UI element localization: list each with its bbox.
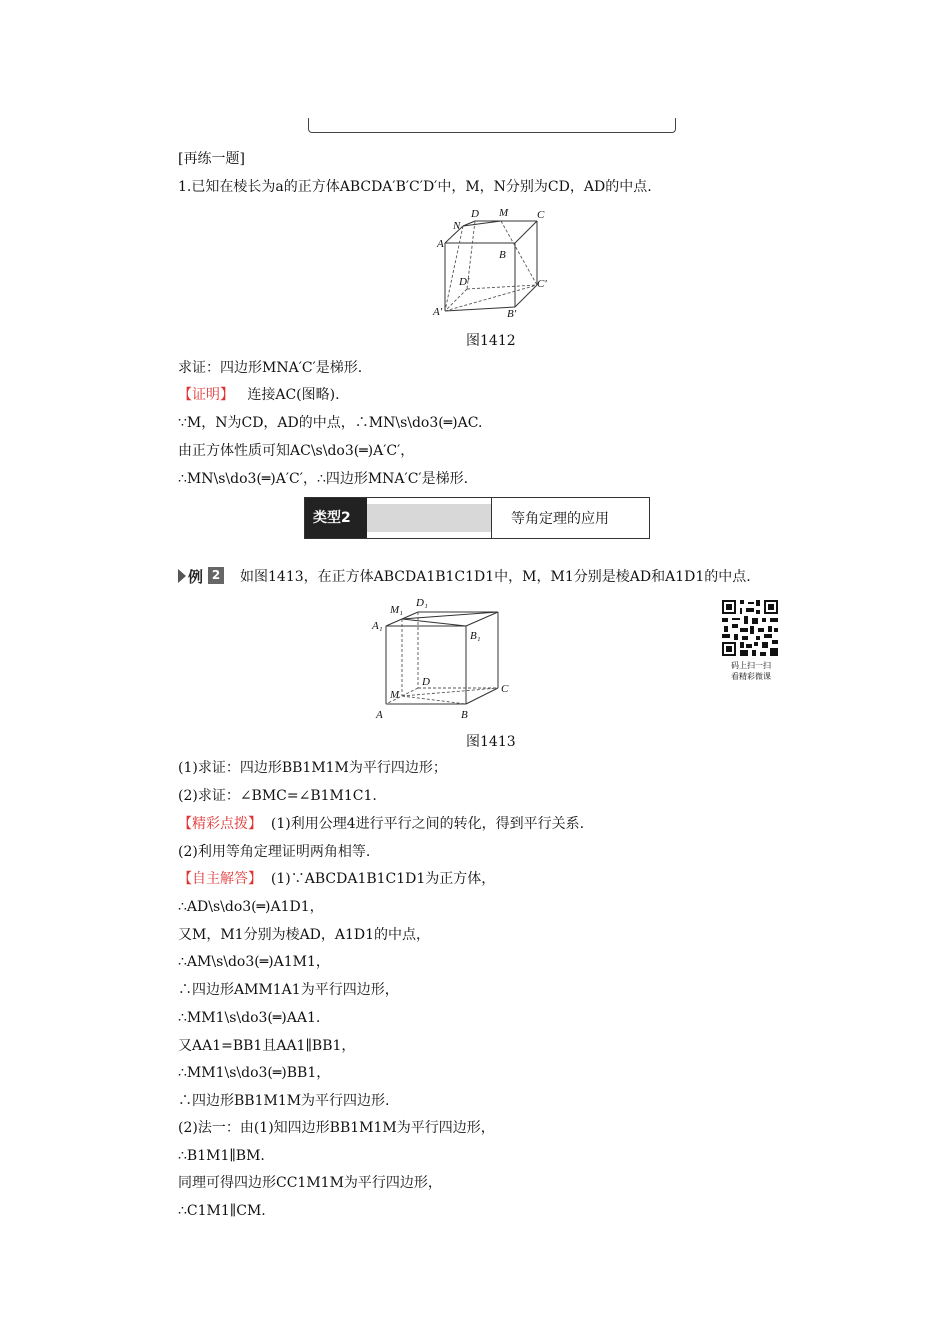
problem-1-prove: 求证：四边形MNA′C′是梯形. [178,360,363,376]
hint-line [178,814,584,834]
solution-line-7: ∴MM1\s\do3(═)BB1， [178,1065,331,1081]
question-1: (1)求证：四边形BB1M1M为平行四边形； [178,760,447,776]
solution-line-10: ∴B1M1∥BM. [178,1148,265,1164]
triangle-icon [178,569,186,583]
fig2-label-M: M [390,689,400,701]
fig2-label-A1: A₁ [372,620,383,632]
solution-first: (1)∵ABCDA1B1C1D1为正方体， [270,871,496,887]
proof-line [178,385,340,405]
fig2-label-A: A [376,709,383,721]
figure-1412 [425,203,560,321]
fig1-label-Cp: C′ [537,278,547,290]
proof-first: 连接AC(图略). [247,387,340,403]
type-2-header [304,497,650,539]
example-text: 如图1413，在正方体ABCDA1B1C1D1中，M，M1分别是棱AD和A1D1的中点. [240,569,751,585]
solution-line-12: ∴C1M1∥CM. [178,1203,266,1219]
box-bottom-border [308,118,676,133]
fig1-label-B: B [499,249,506,261]
question-2: (2)求证：∠BMC=∠B1M1C1. [178,788,377,804]
fig2-label-D1: D₁ [416,597,428,609]
solution-line-11: 同理可得四边形CC1M1M为平行四边形， [178,1175,442,1191]
fig2-label-C: C [501,683,509,695]
solution-line-3: ∴AM\s\do3(═)A1M1， [178,954,330,970]
example-number: 2 [208,567,224,584]
hint-tag: 【精彩点拨】 [178,816,262,832]
fig1-label-C: C [537,209,545,221]
fig2-label-D: D [422,676,430,688]
solution-line [178,869,495,889]
qr-caption [716,660,786,682]
solution-line-8: ∴四边形BB1M1M为平行四边形. [178,1093,390,1109]
problem-1-question: 1.已知在棱长为a的正方体ABCDA′B′C′D′中，M，N分别为CD，AD的中点. [178,179,652,195]
fig1-label-Ap: A′ [433,306,443,318]
solution-line-4: ∴四边形AMM1A1为平行四边形， [178,982,399,998]
figure-1412-caption: 图1412 [466,333,516,349]
fig2-label-B: B [461,709,468,721]
fig1-label-Dp: D′ [459,276,470,288]
figure-1413-caption: 图1413 [466,734,516,750]
hint-2: (2)利用等角定理证明两角相等. [178,844,371,860]
proof-line-2: 由正方体性质可知AC\s\do3(═)A′C′， [178,443,415,459]
hint-1: (1)利用公理4进行平行之间的转化，得到平行关系. [270,816,585,832]
proof-tag: 【证明】 [178,387,234,403]
figure-1413 [370,594,520,726]
fig1-label-Bp: B′ [507,308,517,320]
type-label-shade [367,504,491,532]
solution-tag: 【自主解答】 [178,871,262,887]
retry-label: [再练一题] [178,151,245,167]
fig2-label-M1: M₁ [390,604,403,616]
solution-line-6: 又AA1=BB1且AA1∥BB1， [178,1038,356,1054]
qr-caption-line-1: 码上扫一扫 [731,661,771,670]
type-title: 等角定理的应用 [511,511,609,527]
fig1-label-N: N [453,220,461,232]
solution-line-5: ∴MM1\s\do3(═)AA1. [178,1010,321,1026]
solution-line-9: (2)法一：由(1)知四边形BB1M1M为平行四边形， [178,1120,495,1136]
example-word: 例 [188,568,204,586]
fig1-label-A: A [437,238,444,250]
qr-caption-line-2: 看精彩微课 [731,672,771,681]
fig1-label-M: M [499,207,509,219]
fig1-label-D: D [471,208,479,220]
solution-line-2: 又M，M1分别为棱AD，A1D1的中点， [178,927,431,943]
qr-code-icon[interactable] [720,598,780,658]
example-badge [178,566,224,586]
type-label: 类型2 [313,510,351,526]
proof-line-3: ∴MN\s\do3(═)A′C′，∴四边形MNA′C′是梯形. [178,471,469,487]
proof-line-1: ∵M，N为CD，AD的中点，∴MN\s\do3(═)AC. [178,415,483,431]
solution-line-1: ∴AD\s\do3(═)A1D1， [178,899,324,915]
fig2-label-B1: B₁ [470,630,481,642]
type-separator [491,498,492,538]
